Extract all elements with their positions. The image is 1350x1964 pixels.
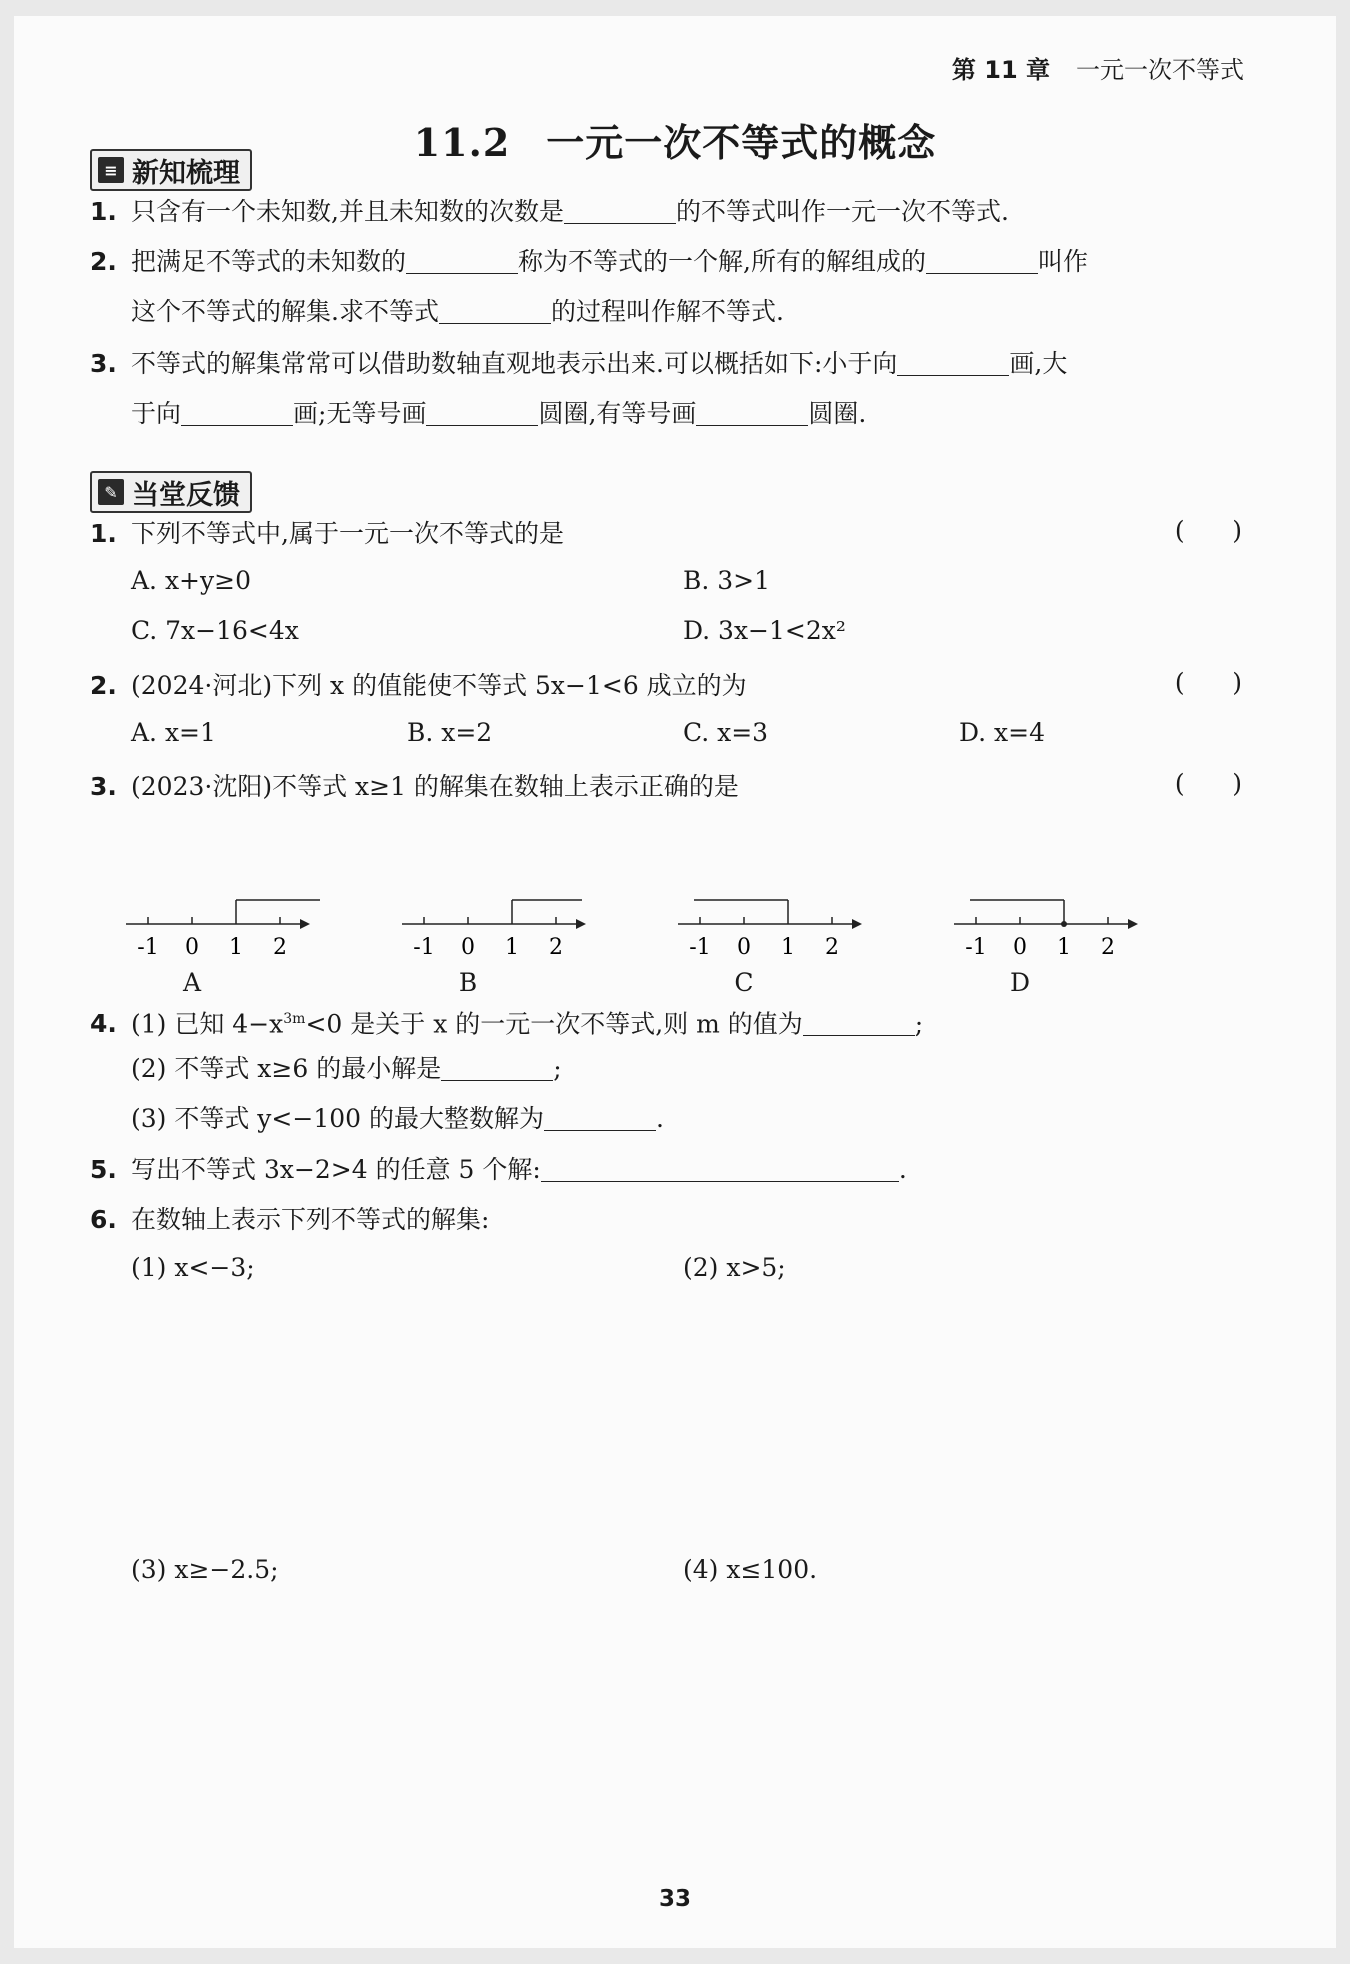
- option-label: B: [458, 968, 478, 997]
- q6-part-3: (3) x≥−2.5;: [131, 1555, 279, 1584]
- section-title: 一元一次不等式的概念: [546, 120, 937, 165]
- s1-item-1: 1. 只含有一个未知数,并且未知数的次数是 的不等式叫作一元一次不等式.: [90, 197, 1009, 226]
- q6-part-4: (4) x≤100.: [683, 1555, 818, 1584]
- fill-blank[interactable]: [426, 397, 538, 426]
- numberline-figure: [126, 868, 326, 968]
- q2-stem: 2. (2024·河北)下列 x 的值能使不等式 5x−1<6 成立的为: [90, 671, 747, 700]
- option-label: D: [1009, 968, 1031, 997]
- option-label: A: [182, 968, 202, 997]
- q1-option-c[interactable]: C. 7x−16<4x: [131, 616, 299, 645]
- svg-text:1: 1: [781, 935, 795, 960]
- q1-option-a[interactable]: A. x+y≥0: [131, 566, 251, 595]
- svg-text:1: 1: [229, 935, 243, 960]
- fill-blank[interactable]: [544, 1102, 656, 1131]
- numberline-figure: [402, 868, 602, 968]
- fill-blank[interactable]: [439, 295, 551, 324]
- q1-option-d[interactable]: D. 3x−1<2x²: [683, 616, 846, 645]
- q4-part-2: (2) 不等式 x≥6 的最小解是 ;: [131, 1054, 562, 1083]
- svg-text:1: 1: [1057, 935, 1071, 960]
- fill-blank[interactable]: [541, 1153, 899, 1182]
- section-badge-feedback: ✎ 当堂反馈: [90, 471, 252, 513]
- book-icon: ≡: [98, 157, 124, 183]
- q6-part-1: (1) x<−3;: [131, 1253, 255, 1282]
- fill-blank[interactable]: [181, 397, 293, 426]
- section-number: 11.2: [413, 120, 511, 165]
- q3-option-c-numberline[interactable]: [678, 868, 878, 1003]
- workbook-page: [14, 16, 1336, 1948]
- q1-stem: 1. 下列不等式中,属于一元一次不等式的是: [90, 519, 564, 548]
- q2-option-c[interactable]: C. x=3: [683, 718, 769, 747]
- q2-option-d[interactable]: D. x=4: [959, 718, 1045, 747]
- option-label: C: [734, 968, 754, 997]
- fill-blank[interactable]: [803, 1007, 915, 1036]
- s1-item-2: 2. 把满足不等式的未知数的 称为不等式的一个解,所有的解组成的 叫作: [90, 247, 1088, 276]
- svg-text:0: 0: [737, 935, 751, 960]
- running-header: [952, 50, 1244, 85]
- q5-stem: 5. 写出不等式 3x−2>4 的任意 5 个解: .: [90, 1155, 907, 1184]
- pencil-icon: ✎: [98, 479, 124, 505]
- q6-part-2: (2) x>5;: [683, 1253, 786, 1282]
- q3-option-b-numberline[interactable]: [402, 868, 602, 1003]
- s1-item-3: 3. 不等式的解集常常可以借助数轴直观地表示出来.可以概括如下:小于向 画,大: [90, 349, 1068, 378]
- numberline-figure: [954, 868, 1154, 968]
- svg-text:1: 1: [505, 935, 519, 960]
- numberline-figure: [678, 868, 878, 968]
- q4-part-1: 4. (1) 已知 $4-x^{3m}<0$ 是关于 x 的一元一次不等式,则 m 的值为 ;: [90, 1009, 924, 1039]
- chapter-title: 一元一次不等式: [1076, 56, 1244, 84]
- q2-option-b[interactable]: B. x=2: [407, 718, 493, 747]
- q3-option-d-numberline[interactable]: [954, 868, 1154, 1003]
- q1-option-b[interactable]: B. 3>1: [683, 566, 771, 595]
- section-badge-new-knowledge: ≡ 新知梳理: [90, 149, 252, 191]
- svg-text:2: 2: [825, 935, 839, 960]
- svg-text:0: 0: [1013, 935, 1027, 960]
- page-number: 33: [658, 1886, 691, 1912]
- q6-stem: 6. 在数轴上表示下列不等式的解集:: [90, 1205, 490, 1234]
- q2-option-a[interactable]: A. x=1: [131, 718, 216, 747]
- svg-text:2: 2: [549, 935, 563, 960]
- q4-part-3: (3) 不等式 y<−100 的最大整数解为 .: [131, 1104, 664, 1133]
- fill-blank[interactable]: [406, 245, 518, 274]
- answer-parentheses[interactable]: ( ): [1174, 516, 1242, 545]
- s1-item-2-line2: 这个不等式的解集.求不等式 的过程叫作解不等式.: [131, 297, 784, 326]
- svg-text:2: 2: [273, 935, 287, 960]
- svg-text:0: 0: [461, 935, 475, 960]
- svg-text:2: 2: [1101, 935, 1115, 960]
- fill-blank[interactable]: [696, 397, 808, 426]
- svg-text:-1: -1: [689, 935, 711, 960]
- answer-parentheses[interactable]: ( ): [1174, 668, 1242, 697]
- answer-parentheses[interactable]: ( ): [1174, 769, 1242, 798]
- fill-blank[interactable]: [926, 245, 1038, 274]
- s1-item-3-line2: 于向 画;无等号画 圆圈,有等号画 圆圈.: [131, 399, 867, 428]
- svg-text:0: 0: [185, 935, 199, 960]
- fill-blank[interactable]: [441, 1052, 553, 1081]
- svg-text:-1: -1: [413, 935, 435, 960]
- q3-option-a-numberline[interactable]: [126, 868, 326, 1003]
- svg-text:-1: -1: [137, 935, 159, 960]
- svg-text:-1: -1: [965, 935, 987, 960]
- fill-blank[interactable]: [564, 195, 676, 224]
- q3-stem: 3. (2023·沈阳)不等式 x≥1 的解集在数轴上表示正确的是: [90, 772, 739, 801]
- chapter-number: 第 11 章: [951, 56, 1050, 84]
- fill-blank[interactable]: [897, 347, 1009, 376]
